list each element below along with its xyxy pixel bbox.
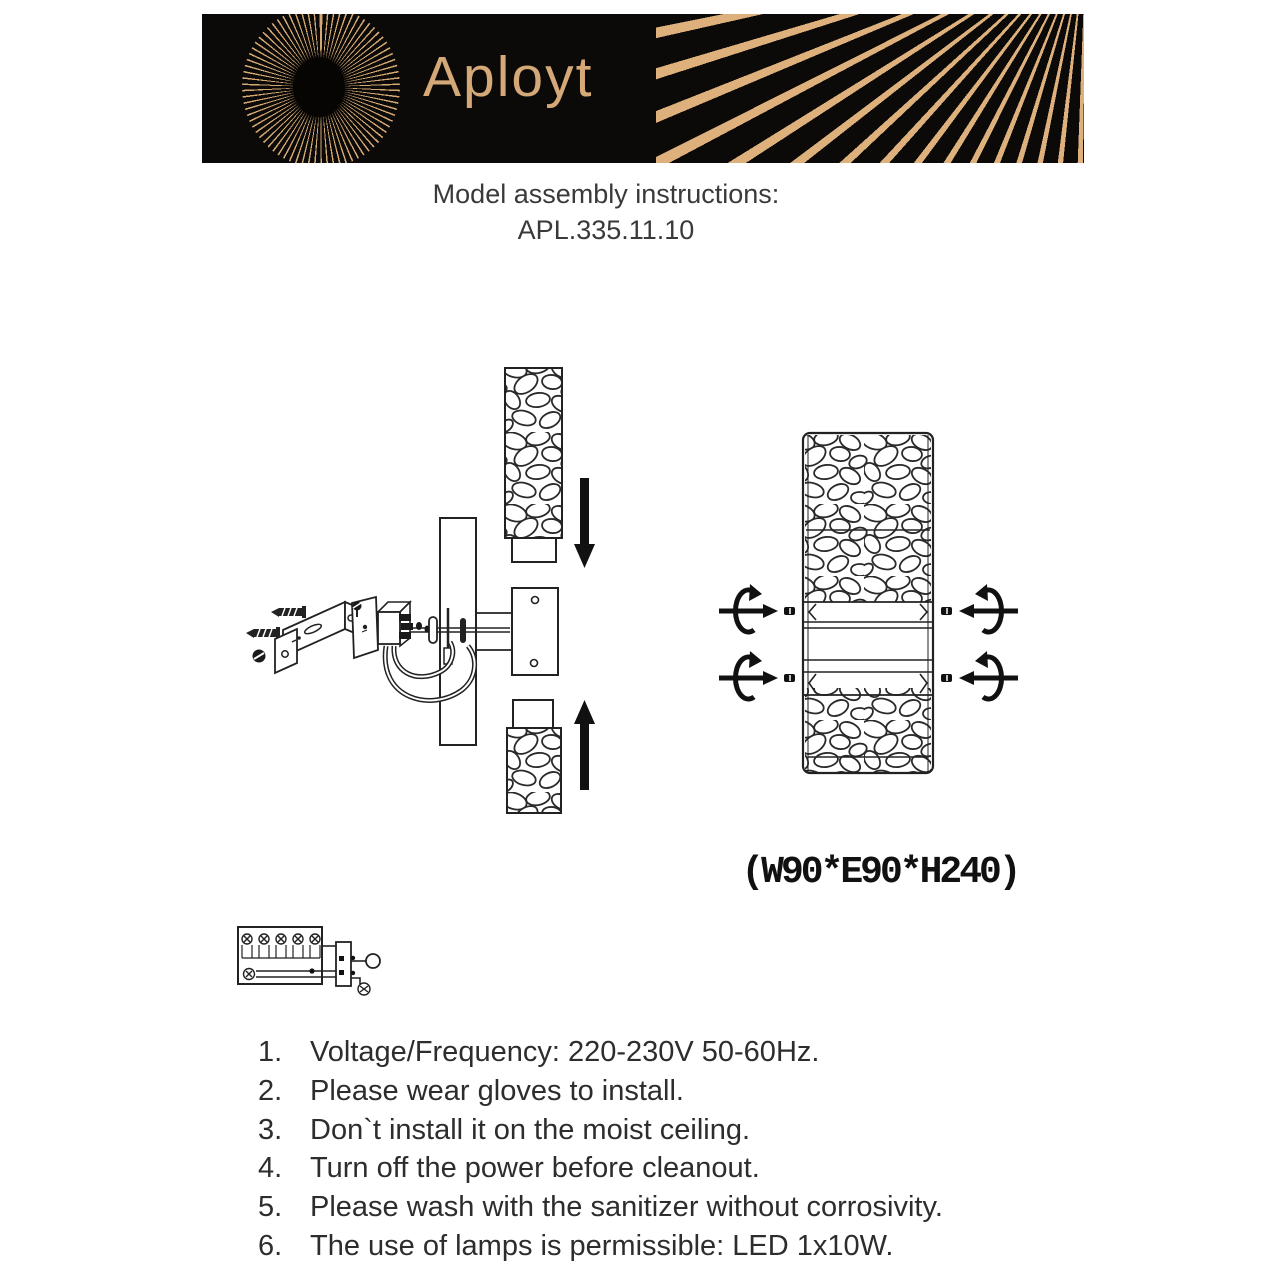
brand-name: Aployt — [423, 45, 594, 109]
up-arrow-icon — [574, 700, 595, 790]
title-block — [0, 176, 1212, 248]
dimensions-label: (W90*E90*H240) — [741, 851, 1019, 894]
page-title: Model assembly instructions: — [432, 179, 780, 209]
list-item-number: 1. — [258, 1036, 283, 1068]
list-item-number: 4. — [258, 1152, 283, 1185]
exploded-view-diagram — [240, 360, 600, 830]
lamp-body — [803, 433, 933, 773]
wiring-diagram — [232, 918, 432, 1030]
screw-icon — [271, 606, 306, 618]
model-number: APL.335.11.10 — [517, 215, 695, 245]
list-item — [258, 1149, 943, 1188]
list-item — [258, 1111, 943, 1150]
terminal-block — [378, 602, 430, 646]
lamp-symbol — [366, 954, 380, 968]
instruction-list — [258, 1033, 943, 1266]
list-item-text: The use of lamps is permissible: LED 1x10W. — [310, 1229, 894, 1262]
rotate-arrow-icon — [959, 651, 1018, 699]
list-item-text: Please wear gloves to install. — [310, 1074, 684, 1107]
list-item — [258, 1227, 943, 1266]
list-item-number: 6. — [258, 1229, 283, 1262]
sunburst-logo-core — [293, 57, 345, 117]
list-item-text: Don`t install it on the moist ceiling. — [310, 1113, 751, 1146]
bottom-shade — [507, 700, 561, 813]
nut-icon — [253, 650, 266, 663]
list-item-number: 3. — [258, 1113, 283, 1146]
rotate-arrow-icon — [719, 584, 778, 632]
list-item — [258, 1072, 943, 1111]
rotate-arrow-icon — [719, 651, 778, 699]
rotate-arrow-icon — [959, 584, 1018, 632]
list-item — [258, 1033, 943, 1072]
back-plate — [352, 597, 378, 658]
list-item-text: Please wash with the sanitizer without corrosivity. — [310, 1191, 943, 1224]
screw-icon — [246, 627, 280, 639]
down-arrow-icon — [574, 478, 595, 568]
list-item-text: Turn off the power before cleanout. — [310, 1152, 760, 1185]
front-plate — [512, 588, 558, 675]
corner-rays-decoration — [656, 14, 1084, 163]
top-shade — [505, 368, 562, 562]
list-item-text: Voltage/Frequency: 220-230V 50-60Hz. — [310, 1036, 820, 1068]
list-item-number: 5. — [258, 1191, 283, 1224]
brand-banner — [202, 14, 1084, 163]
list-item — [258, 1188, 943, 1227]
list-item-number: 2. — [258, 1074, 283, 1107]
assembled-view-diagram — [710, 405, 1060, 805]
